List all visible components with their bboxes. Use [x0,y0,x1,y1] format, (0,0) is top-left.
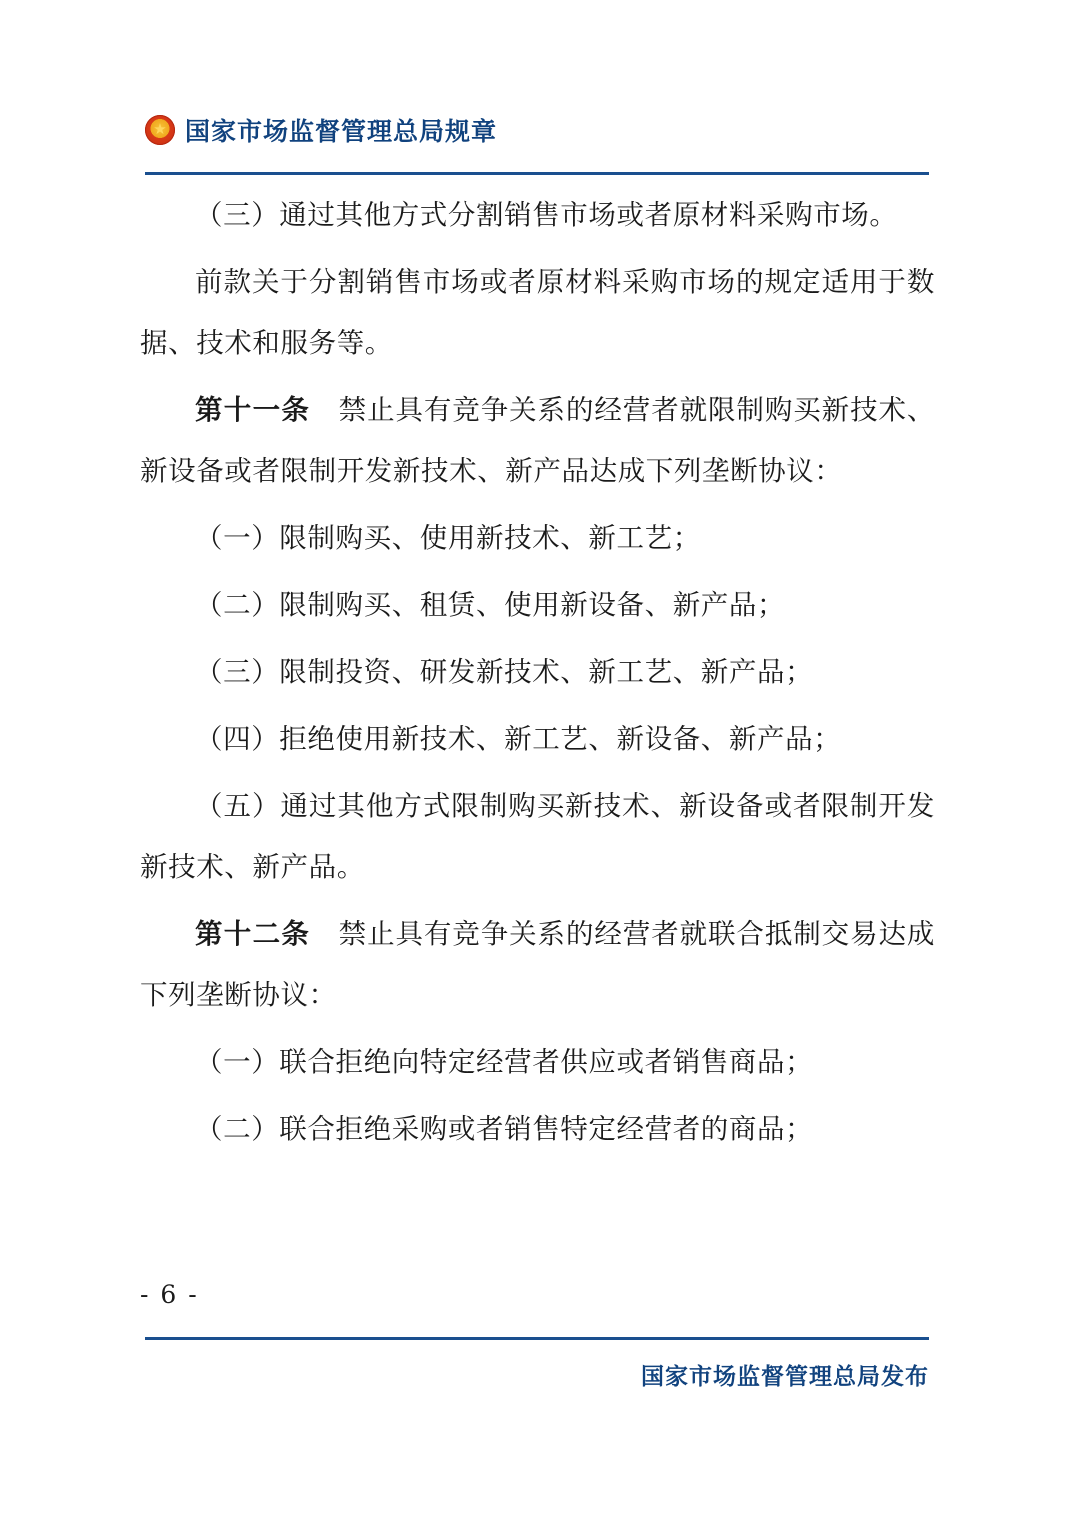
paragraph: （三）限制投资、研发新技术、新工艺、新产品； [195,656,814,688]
paragraph: （四）拒绝使用新技术、新工艺、新设备、新产品； [195,723,842,755]
article-number: 第十一条 [195,394,311,426]
page-number: - 6 - [140,1280,199,1309]
paragraph: （二）限制购买、租赁、使用新设备、新产品； [195,589,786,621]
paragraph: （三）通过其他方式分割销售市场或者原材料采购市场。 [195,199,898,231]
header-divider [145,172,929,175]
paragraph: 前款关于分割销售市场或者原材料采购市场的规定适用于数据、技术和服务等。 [140,266,935,359]
national-emblem-icon [145,115,175,145]
paragraph: （一）联合拒绝向特定经营者供应或者销售商品； [195,1046,814,1078]
article-text: 禁止具有竞争关系的经营者就限制购买新技术、新设备或者限制开发新技术、新产品达成下列垄断协议： [140,394,935,487]
paragraph: （一）限制购买、使用新技术、新工艺； [195,522,701,554]
paragraph: （五）通过其他方式限制购买新技术、新设备或者限制开发新技术、新产品。 [140,790,935,883]
article-paragraph [140,904,935,1026]
page-header [145,112,945,148]
paragraph: （二）联合拒绝采购或者销售特定经营者的商品； [195,1113,814,1145]
footer-issuer: 国家市场监督管理总局发布 [641,1364,929,1390]
article-number: 第十二条 [195,918,311,950]
footer-divider [145,1337,929,1340]
article-paragraph [140,380,935,502]
document-body [140,185,935,1166]
article-text: 禁止具有竞争关系的经营者就联合抵制交易达成下列垄断协议： [140,918,935,1011]
header-title: 国家市场监督管理总局规章 [185,117,498,146]
